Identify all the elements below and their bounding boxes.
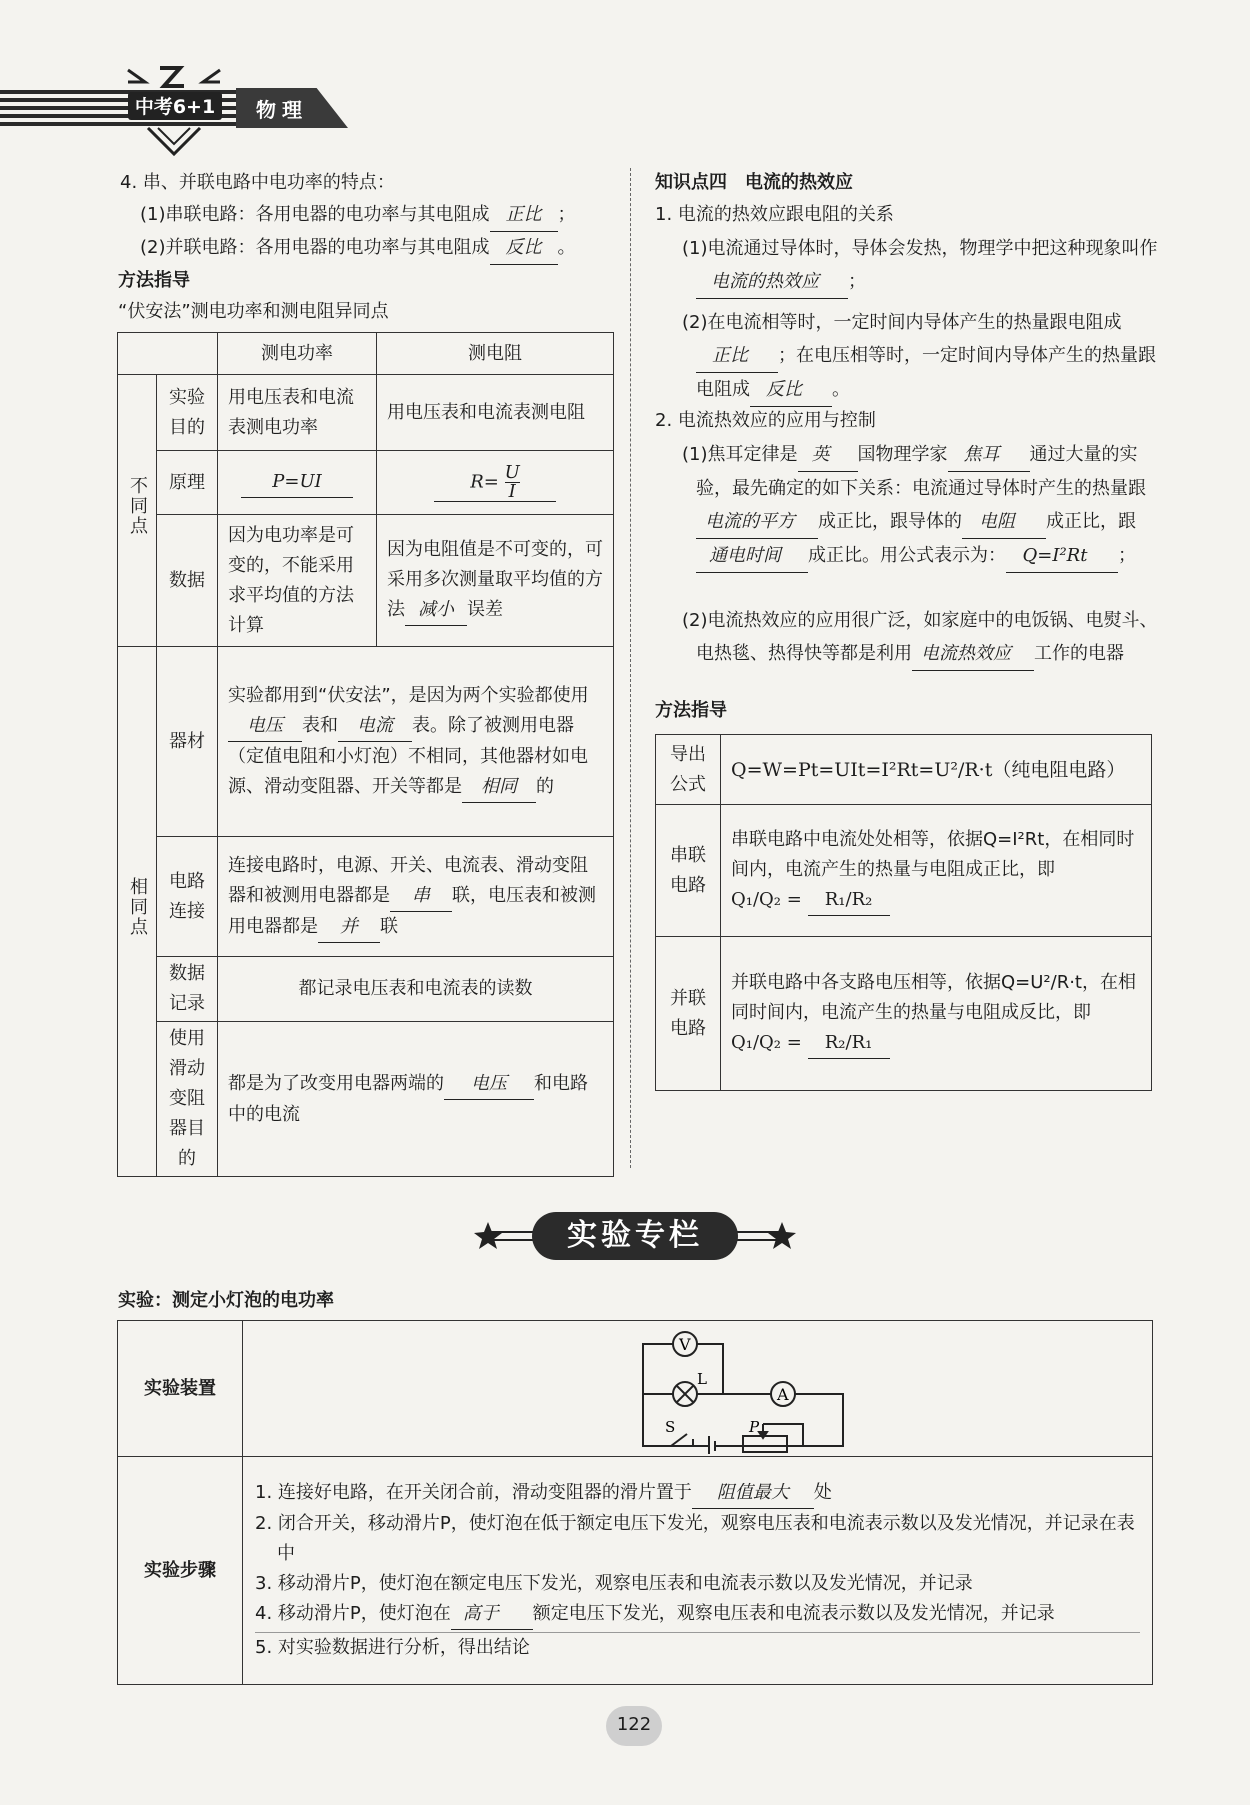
answer-blank: 焦耳 xyxy=(948,438,1030,472)
heat-method-table xyxy=(655,734,1152,1091)
parallel-text: 并联电路中各支路电压相等，依据Q=U²/R·t，在相同时间内，电流产生的热量与电阻成反比，即 Q₁/Q₂ = R₂/R₁ xyxy=(721,937,1152,1091)
answer-blank: 减小 xyxy=(405,595,467,626)
row-setup: 实验装置 xyxy=(118,1321,243,1457)
row-data: 数据 xyxy=(157,515,218,647)
ammeter-label: A xyxy=(777,1384,789,1404)
voltmeter-label: V xyxy=(679,1334,691,1354)
answer-blank: R₂/R₁ xyxy=(808,1028,890,1059)
method-subtitle-left: “伏安法”测电功率和测电阻异同点 xyxy=(118,301,389,322)
answer-blank: 反比 xyxy=(490,231,558,265)
answer-blank: 电流 xyxy=(338,711,412,742)
method-title-left: 方法指导 xyxy=(118,270,190,291)
experiment-title: 实验：测定小灯泡的电功率 xyxy=(118,1290,334,1311)
group-same: 相同点 xyxy=(118,647,157,1177)
answer-blank: Q=I²Rt xyxy=(1006,539,1118,573)
row-circuit: 电路连接 xyxy=(157,837,218,957)
row-steps: 实验步骤 xyxy=(118,1457,243,1685)
answer-blank: 串 xyxy=(390,881,452,912)
answer-blank: 并 xyxy=(318,912,380,943)
row-purpose: 实验目的 xyxy=(157,375,218,451)
record-text: 都记录电压表和电流表的读数 xyxy=(218,957,614,1022)
answer-blank: R₁/R₂ xyxy=(808,885,890,916)
answer-blank: 电流的平方 xyxy=(696,505,818,539)
row-derived-formula: 导出公式 xyxy=(656,735,721,805)
row-rheostat: 使用滑动变阻器目的 xyxy=(157,1022,218,1177)
row-parallel: 并联电路 xyxy=(656,937,721,1091)
answer-blank: 高于 xyxy=(451,1599,533,1630)
equipment-text: 实验都用到“伏安法”，是因为两个实验都使用电压 表和 电流 表。除了被测用电器（定值电阻和小灯泡）不相同，其他器材如电源、滑动变阻器、开关等都是 相同 的 xyxy=(218,647,614,837)
method-title-right: 方法指导 xyxy=(655,700,727,721)
brand-text: 中考6+1 xyxy=(134,96,216,118)
column-divider xyxy=(630,168,631,1168)
experiment-banner xyxy=(470,1200,800,1270)
item1-part2: (2)在电流相等时，一定时间内导体产生的热量跟电阻成正比 ；在电压相等时，一定时间内导体产生的热量跟电阻成 反比 。 xyxy=(682,306,1171,407)
answer-blank: 电压 xyxy=(228,711,302,742)
switch-label: S xyxy=(665,1417,676,1436)
experiment-table xyxy=(117,1320,1153,1685)
answer-blank: 反比 xyxy=(750,373,832,407)
answer-blank: 正比 xyxy=(490,198,558,232)
item4-parallel: (2)并联电路：各用电器的电功率与其电阻成 反比 。 xyxy=(140,231,576,265)
answer-blank: 正比 xyxy=(696,339,778,373)
row-record: 数据记录 xyxy=(157,957,218,1022)
item2-part2: (2)电流热效应的应用很广泛，如家庭中的电饭锅、电熨斗、电热毯、热得快等都是利用 电流热效应 工作的电器 xyxy=(682,604,1171,671)
series-text: 串联电路中电流处处相等，依据Q=I²Rt，在相同时间内，电流产生的热量与电阻成正比，即 Q₁/Q₂ = R₁/R₂ xyxy=(721,805,1152,937)
slider-label: P xyxy=(749,1417,760,1436)
step-2: 2. 闭合开关，移动滑片P，使灯泡在低于额定电压下发光，观察电压表和电流表示数以及发光情况，并记录在表中 xyxy=(255,1513,1135,1564)
steps-cell xyxy=(243,1457,1153,1685)
row-equipment: 器材 xyxy=(157,647,218,837)
purpose-power: 用电压表和电流表测电功率 xyxy=(218,375,377,451)
step-3: 3. 移动滑片P，使灯泡在额定电压下发光，观察电压表和电流表示数以及发光情况，并记录 xyxy=(255,1573,973,1594)
col-header-power: 测电功率 xyxy=(218,333,377,375)
subject-label: 物理 xyxy=(256,98,308,122)
col-header-resistance: 测电阻 xyxy=(377,333,614,375)
purpose-resistance: 用电压表和电流表测电阻 xyxy=(377,375,614,451)
derived-formula: Q=W=Pt=UIt=I²Rt=U²/R·t（纯电阻电路） xyxy=(721,735,1152,805)
page-number: 122 xyxy=(616,1714,652,1735)
data-power: 因为电功率是可变的，不能采用求平均值的方法计算 xyxy=(218,515,377,647)
header xyxy=(0,62,360,162)
answer-blank: 电阻 xyxy=(962,505,1046,539)
item4-series: (1)串联电路：各用电器的电功率与其电阻成 正比 ； xyxy=(140,198,576,232)
item2-title: 2. 电流热效应的应用与控制 xyxy=(655,410,876,431)
step-5: 5. 对实验数据进行分析，得出结论 xyxy=(255,1632,1140,1663)
step-4: 4. 移动滑片P，使灯泡在 高于 额定电压下发光，观察电压表和电流表示数以及发光情况，并记录 xyxy=(255,1599,1140,1630)
answer-blank: 相同 xyxy=(462,772,536,803)
answer-blank: 电流的热效应 xyxy=(696,265,848,299)
circuit-diagram xyxy=(613,1324,913,1454)
item4-title: 4. 串、并联电路中电功率的特点： xyxy=(120,172,395,193)
lamp-label: L xyxy=(697,1369,707,1388)
item2-part1: (1)焦耳定律是 英 国物理学家 焦耳 通过大量的实验，最先确定的如下关系：电流通过导体时产生的热量跟电流的平方 成正比，跟导体的 电阻 成正比，跟通电时间 成正比。用公式表示为： Q=I²Rt ； xyxy=(682,438,1171,573)
principle-resistance: R= $\frac{U}{I}$ xyxy=(377,451,614,515)
answer-blank: 电压 xyxy=(444,1069,534,1100)
item1-title: 1. 电流的热效应跟电阻的关系 xyxy=(655,204,894,225)
item1-part1: (1)电流通过导体时，导体会发热，物理学中把这种现象叫作电流的热效应 ； xyxy=(682,232,1171,299)
answer-blank: 阻值最大 xyxy=(692,1478,814,1509)
section-title-heat: 知识点四 电流的热效应 xyxy=(655,172,853,193)
comparison-table xyxy=(117,332,614,1177)
principle-power: P=UI xyxy=(241,467,353,498)
circuit-diagram-cell xyxy=(243,1321,1153,1457)
step-1: 1. 连接好电路，在开关闭合前，滑动变阻器的滑片置于 阻值最大 处 xyxy=(255,1478,1140,1509)
row-principle: 原理 xyxy=(157,451,218,515)
answer-blank: 英 xyxy=(798,438,858,472)
circuit-text: 连接电路时，电源、开关、电流表、滑动变阻器和被测用电器都是 串 联，电压表和被测用电器都是 并 联 xyxy=(218,837,614,957)
banner-title: 实验专栏 xyxy=(567,1218,703,1253)
answer-blank: 通电时间 xyxy=(696,539,808,573)
rheostat-text: 都是为了改变用电器两端的 电压 和电路中的电流 xyxy=(218,1022,614,1177)
row-series: 串联电路 xyxy=(656,805,721,937)
group-different: 不同点 xyxy=(118,375,157,647)
data-resistance: 因为电阻值是不可变的，可采用多次测量取平均值的方法 减小 误差 xyxy=(377,515,614,647)
answer-blank: 电流热效应 xyxy=(912,637,1034,671)
